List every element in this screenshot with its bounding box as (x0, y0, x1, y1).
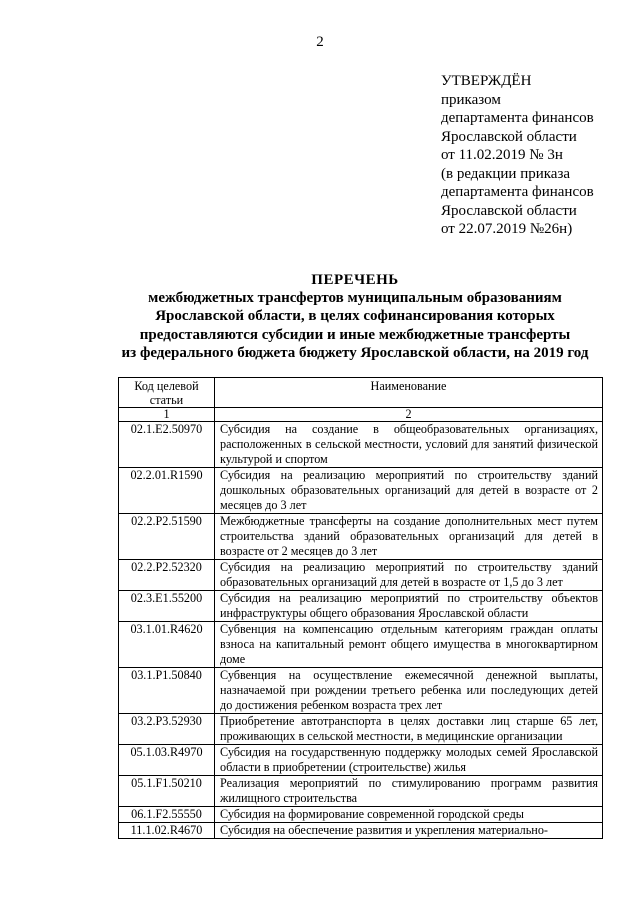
approval-line: департамента финансов (441, 110, 594, 126)
column-number-row (119, 408, 603, 422)
header-name: Наименование (215, 378, 603, 408)
row-code: 05.1.F1.50210 (119, 776, 215, 807)
table-row (119, 668, 603, 714)
row-name: Субсидия на обеспечение развития и укрепления материально- (215, 823, 603, 839)
row-name: Субсидия на реализацию мероприятий по строительству зданий образовательных организаций для детей в возрасте от 1,5 до 3 лет (215, 560, 603, 591)
table-row (119, 591, 603, 622)
row-name: Субсидия на создание в общеобразовательных организациях, расположенных в сельской местности, условий для занятий физической культурой и спортом (215, 422, 603, 468)
approval-stamp (441, 72, 631, 239)
title-line: предоставляются субсидии и иные межбюджетные трансферты (139, 326, 571, 343)
row-name: Субсидия на государственную поддержку молодых семей Ярославской области в приобретении (строительстве) жилья (215, 745, 603, 776)
table-row (119, 560, 603, 591)
table-row (119, 422, 603, 468)
row-name: Субвенция на осуществление ежемесячной денежной выплаты, назначаемой при рождении третьего ребенка или последующих детей до достижения ребенком возраста трех лет (215, 668, 603, 714)
row-code: 06.1.F2.55550 (119, 807, 215, 823)
row-name: Приобретение автотранспорта в целях доставки лиц старше 65 лет, проживающих в сельской местности, в медицинские организации (215, 714, 603, 745)
approval-line: приказом (441, 91, 501, 108)
table-row (119, 468, 603, 514)
column-number: 2 (215, 408, 603, 422)
approval-line: (в редакции приказа (441, 165, 571, 182)
row-code: 03.2.P3.52930 (119, 714, 215, 745)
page-number: 2 (316, 34, 324, 50)
approval-line: УТВЕРЖДЁН (441, 73, 532, 89)
row-code: 02.1.E2.50970 (119, 422, 215, 468)
row-code: 11.1.02.R4670 (119, 823, 215, 839)
row-code: 02.2.P2.52320 (119, 560, 215, 591)
title-line: из федерального бюджета бюджету Ярославской области, на 2019 год (121, 344, 589, 361)
table-row (119, 714, 603, 745)
row-code: 02.2.01.R1590 (119, 468, 215, 514)
title-line: межбюджетных трансфертов муниципальным образованиям (148, 290, 562, 307)
table-row (119, 514, 603, 560)
table-header-row (119, 378, 603, 408)
transfers-table (118, 377, 603, 839)
approval-line: от 22.07.2019 №26н) (441, 221, 573, 237)
approval-line: от 11.02.2019 № 3н (441, 147, 563, 163)
row-code: 02.3.E1.55200 (119, 591, 215, 622)
approval-line: Ярославской области (441, 128, 577, 145)
table-row (119, 776, 603, 807)
row-code: 03.1.P1.50840 (119, 668, 215, 714)
row-name: Субсидия на формирование современной городской среды (215, 807, 603, 823)
table-row (119, 823, 603, 839)
title-heading: ПЕРЕЧЕНЬ (311, 272, 399, 288)
table-row (119, 807, 603, 823)
table-row (119, 622, 603, 668)
row-code: 02.2.P2.51590 (119, 514, 215, 560)
row-name: Реализация мероприятий по стимулированию программ развития жилищного строительства (215, 776, 603, 807)
row-name: Субвенция на компенсацию отдельным категориям граждан оплаты взноса на капитальный ремонт общего имущества в многоквартирном доме (215, 622, 603, 668)
row-name: Субсидия на реализацию мероприятий по строительству зданий дошкольных образовательных организаций для детей в возрасте от 2 месяцев до 3 лет (215, 468, 603, 514)
row-code: 05.1.03.R4970 (119, 745, 215, 776)
approval-line: департамента финансов (441, 184, 594, 200)
header-code: Код целевой статьи (119, 378, 215, 408)
title-line: Ярославской области, в целях софинансирования которых (155, 308, 555, 325)
column-number: 1 (119, 408, 215, 422)
row-name: Субсидия на реализацию мероприятий по строительству объектов инфраструктуры общего образования Ярославской области (215, 591, 603, 622)
table-row (119, 745, 603, 776)
approval-line: Ярославской области (441, 202, 577, 219)
document-title (95, 271, 615, 362)
row-name: Межбюджетные трансферты на создание дополнительных мест путем строительства зданий образовательных организаций для детей в возрасте от 2 месяцев до 3 лет (215, 514, 603, 560)
row-code: 03.1.01.R4620 (119, 622, 215, 668)
